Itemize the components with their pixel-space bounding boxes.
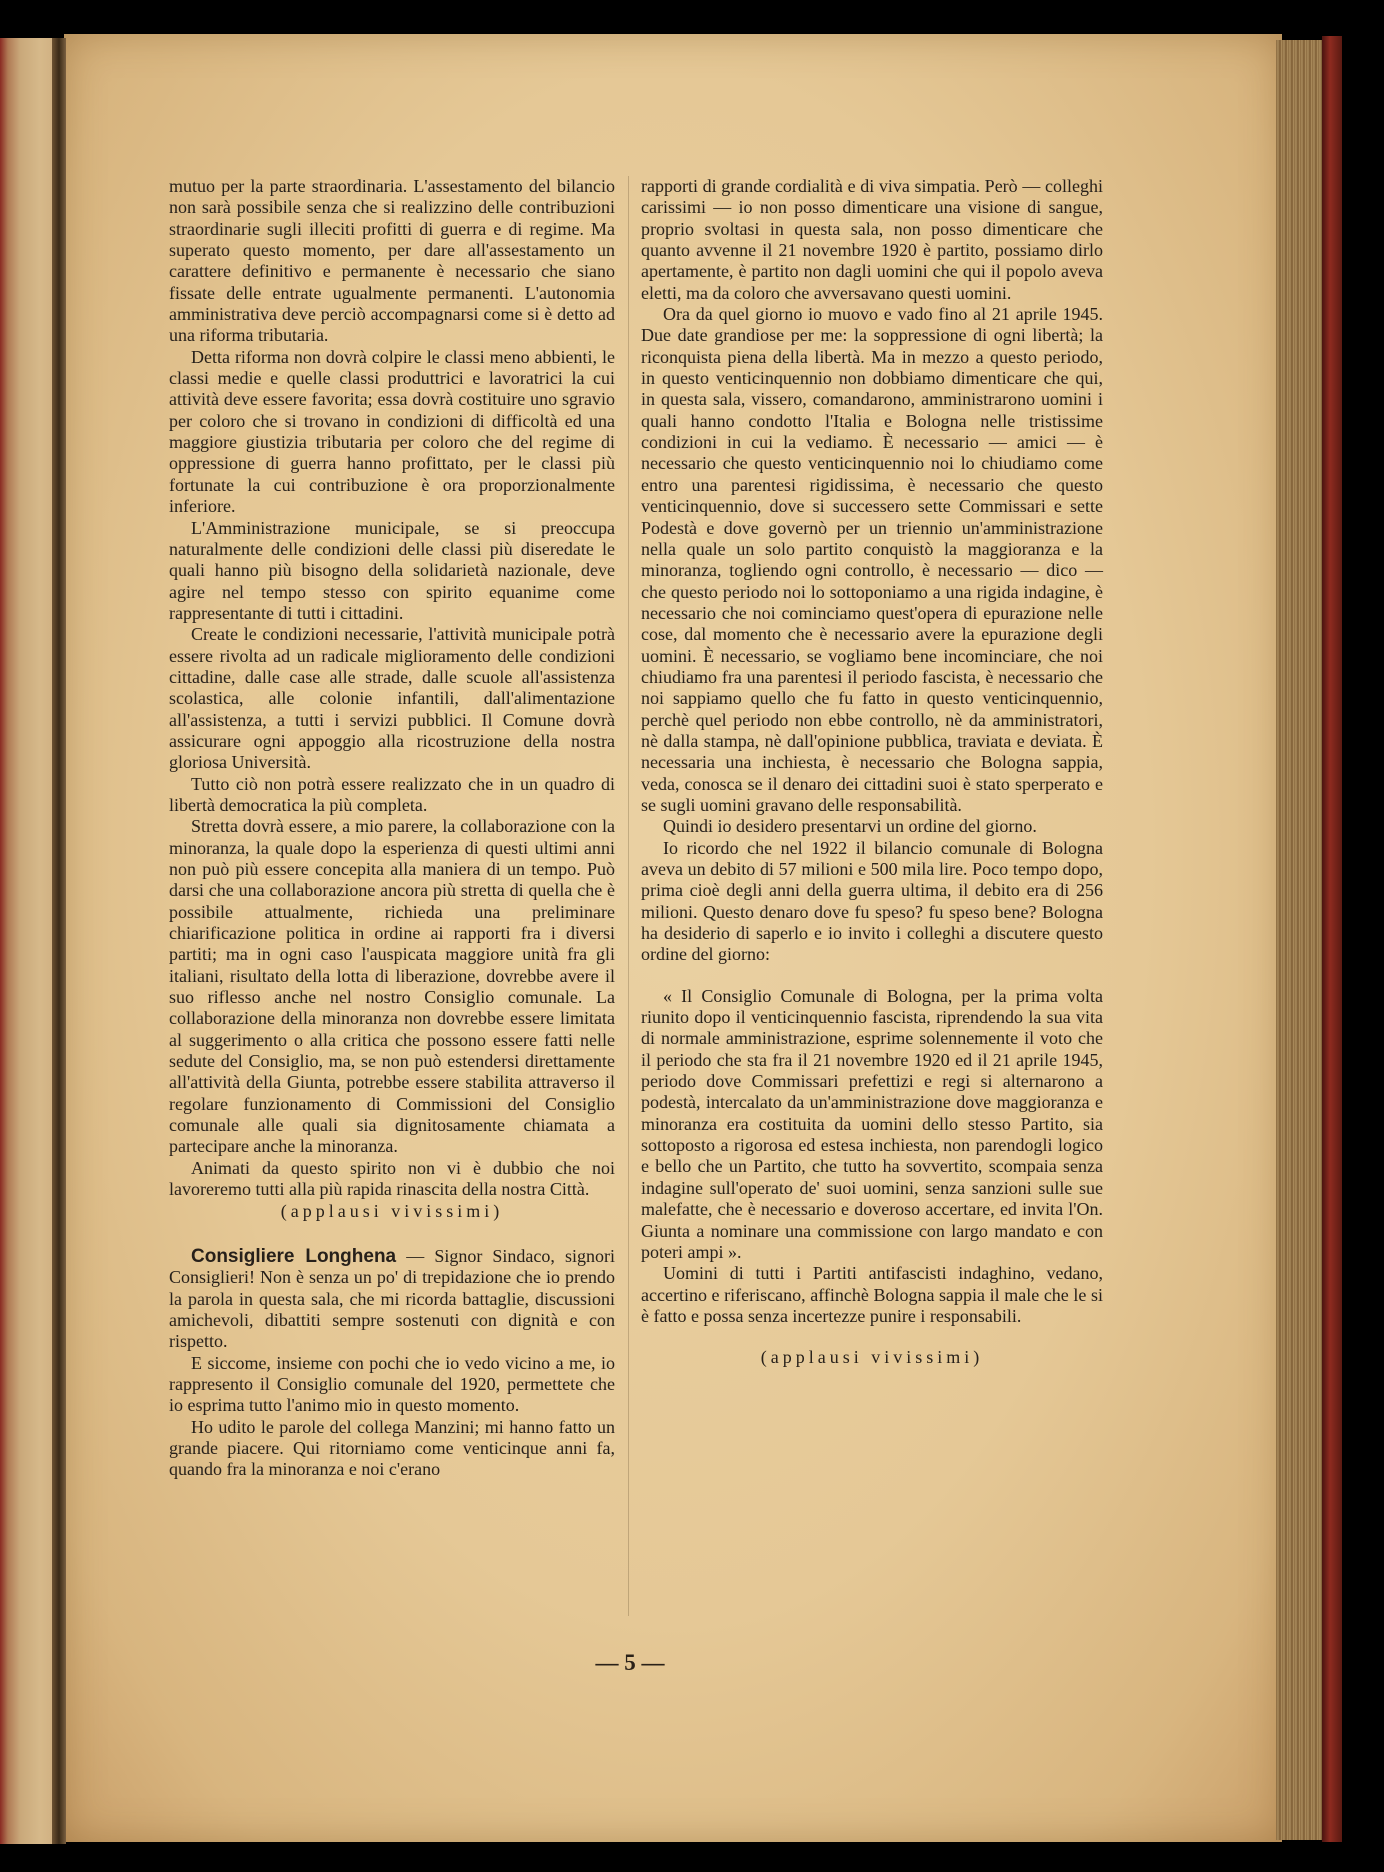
- book-gutter: [52, 38, 66, 1844]
- right-column: [641, 176, 1103, 1369]
- order-of-the-day-quote: « Il Consiglio Comunale di Bologna, per la prima volta riunito dopo il venticinquennio fascista, riprendendo la sua vita di normale amministrazione, esprime solennemente il voto che il periodo che sta fra il 21 novembre 1920 ed il 21 aprile 1945, periodo dove Commissari prefettizi e regi si alternarono a podestà, intercalato da un'amministrazione dove maggioranza e minoranza era costituita da uomini dello stesso Partito, sia sottoposto a rigorosa ed estesa inchiesta, non parendogli logico e bello che un Partito, che tutto ha sovvertito, scompaia senza indagine sull'operato de' suoi uomini, senza sanzioni sulle sue malefatte, che è necessario e doveroso accertare, ed invita l'On. Giunta a nominare una commissione con largo mandato e con poteri ampi ».: [641, 985, 1103, 1262]
- paragraph: L'Amministrazione municipale, se si preoccupa naturalmente delle condizioni delle classi più diseredate le quali hanno più bisogno della solidarietà nazionale, deve agire nel tempo stesso con spirito equanime come rappresentante di tutti i cittadini.: [169, 517, 615, 623]
- speaker-text: — Signor Sindaco, signori Consiglieri! Non è senza un po' di trepidazione che io prendo la parola in questa sala, che mi ricorda battaglie, discussioni amichevoli, dibattiti sempre sostenuti con dignità e con rispetto.: [169, 1245, 615, 1352]
- page-number: — 5 —: [595, 1650, 665, 1675]
- paragraph: Ho udito le parole del collega Manzini; mi hanno fatto un grande piacere. Qui ritorniamo come venticinque anni fa, quando fra la minoranza e noi c'erano: [169, 1416, 615, 1480]
- paragraph: Ora da quel giorno io muovo e vado fino al 21 aprile 1945. Due date grandiose per me: la soppressione di ogni libertà; la riconquista piena della libertà. Ma in mezzo a questo periodo, in questo venticinquennio non dobbiamo dimenticare che qui, in questa sala, vissero, comandarono, amministrarono uomini i quali hanno condotto l'Italia e Bologna nelle tristissime condizioni in cui la vediamo. È necessario — amici — è necessario che questo venticinquennio noi lo chiudiamo come entro una parentesi rigidissima, è necessario che questo venticinquennio, dove si successero sette Commissari e sette Podestà e dove governò per un triennio un'amministrazione nella quale un solo partito conquistò la maggioranza e la minoranza, togliendo ogni controllo, è necessario — dico — che questo periodo noi lo sottoponiamo a una rigida indagine, è necessario che noi cominciamo quest'opera di epurazione nelle cose, dal momento che è necessario avere la epurazione degli uomini. È necessario, se vogliamo bene incominciare, che noi chiudiamo fra una parentesi il periodo fascista, è necessario che noi sappiamo quello che fu fatto in questo venticinquennio, perchè quel periodo non ebbe controllo, nè da amministratori, nè dalla stampa, nè dall'opinione pubblica, traviata e deviata. È necessaria una inchiesta, è necessario che Bologna sappia, veda, conosca se il denaro dei cittadini suoi è stato sperperato e se sugli uomini gravano delle responsabilità.: [641, 304, 1103, 815]
- speaker-paragraph: [169, 1246, 615, 1353]
- paragraph: Create le condizioni necessarie, l'attività municipale potrà essere rivolta ad un radicale miglioramento delle condizioni cittadine, dalle case alle strade, dalle scuole all'assistenza scolastica, alle colonie infantili, dall'alimentazione all'assistenza, a tutti i servizi pubblici. Il Comune dovrà assicurare ogni appoggio alla ricostruzione della nostra gloriosa Università.: [169, 624, 615, 773]
- paragraph: Animati da questo spirito non vi è dubbio che noi lavoreremo tutti alla più rapida rinascita della nostra Città.: [169, 1157, 615, 1200]
- paragraph: Stretta dovrà essere, a mio parere, la collaborazione con la minoranza, la quale dopo la esperienza di questi ultimi anni non può più essere concepita alla maniera di un tempo. Può darsi che una collaborazione ancora più stretta di quella che è possibile attualmente, richieda una preliminare chiarificazione politica in ordine ai rapporti fra i diversi partiti; ma in ogni caso l'auspicata maggiore unità fra gli italiani, risultato della lotta di liberazione, dovrebbe avere il suo riflesso anche nel nostro Consiglio comunale. La collaborazione della minoranza non dovrebbe essere limitata al suggerimento o alla critica che possono essere fatti nelle sedute del Consiglio, ma, se non può estendersi direttamente all'attività della Giunta, potrebbe essere stabilita attraverso il regolare funzionamento di Commissioni del Consiglio comunale alle quali sia dignitosamente chiamata a partecipare anche la minoranza.: [169, 816, 615, 1157]
- left-column: [169, 176, 615, 1481]
- applause-note: (applausi vivissimi): [280, 1200, 504, 1221]
- paragraph: Uomini di tutti i Partiti antifascisti indaghino, vedano, accertino e riferiscano, affinchè Bologna sappia il male che le si è fatto e possa senza incertezze punire i responsabili.: [641, 1263, 1103, 1326]
- speaker-name: Consigliere Longhena: [191, 1245, 397, 1267]
- paragraph: Quindi io desidero presentarvi un ordine del giorno.: [663, 816, 1037, 837]
- paragraph: Io ricordo che nel 1922 il bilancio comunale di Bologna aveva un debito di 57 milioni e 500 mila lire. Poco tempo dopo, prima cioè degli anni della guerra ultima, il debito era di 256 milioni. Questo denaro dove fu speso? fu speso bene? Bologna ha desiderio di saperlo e io invito i colleghi a discutere questo ordine del giorno:: [641, 837, 1103, 965]
- applause-note: (applausi vivissimi): [760, 1347, 984, 1368]
- paragraph: mutuo per la parte straordinaria. L'assestamento del bilancio non sarà possibile senza che si realizzino delle contribuzioni straordinarie sugli illeciti profitti di guerra e di regime. Ma superato questo momento, per dare all'assestamento un carattere definitivo e permanente è necessario che siano fissate delle entrate ugualmente permanenti. L'autonomia amministrativa deve perciò accompagnarsi come si è detto ad una riforma tributaria.: [169, 176, 615, 346]
- column-divider: [628, 176, 629, 1616]
- book-cover-edge: [1322, 36, 1342, 1842]
- paragraph: Detta riforma non dovrà colpire le classi meno abbienti, le classi medie e quelle classi produttrici e lavoratrici la cui attività deve essere favorita; essa dovrà costituire uno sgravio per coloro che si trovano in condizioni di difficoltà ed una maggiore giustizia tributaria per coloro che del regime di oppressione di guerra hanno profittato, per le classi più fortunate la cui contribuzione è ora proporzionalmente inferiore.: [169, 346, 615, 517]
- paragraph: Tutto ciò non potrà essere realizzato che in un quadro di libertà democratica la più completa.: [169, 773, 615, 815]
- page-stack-edge: [1276, 40, 1328, 1840]
- paragraph: rapporti di grande cordialità e di viva simpatia. Però — colleghi carissimi — io non posso dimenticare una visione di sangue, proprio svoltasi in questa sala, non posso dimenticare che quanto avvenne il 21 novembre 1920 è partito, possiamo dirlo apertamente, è partito non dagli uomini che qui il popolo aveva eletti, ma da coloro che avversavano questi uomini.: [641, 176, 1103, 303]
- left-page-edge: [0, 38, 58, 1844]
- paragraph: E siccome, insieme con pochi che io vedo vicino a me, io rappresento il Consiglio comunale del 1920, permettete che io esprima tutto l'animo mio in questo momento.: [169, 1352, 615, 1416]
